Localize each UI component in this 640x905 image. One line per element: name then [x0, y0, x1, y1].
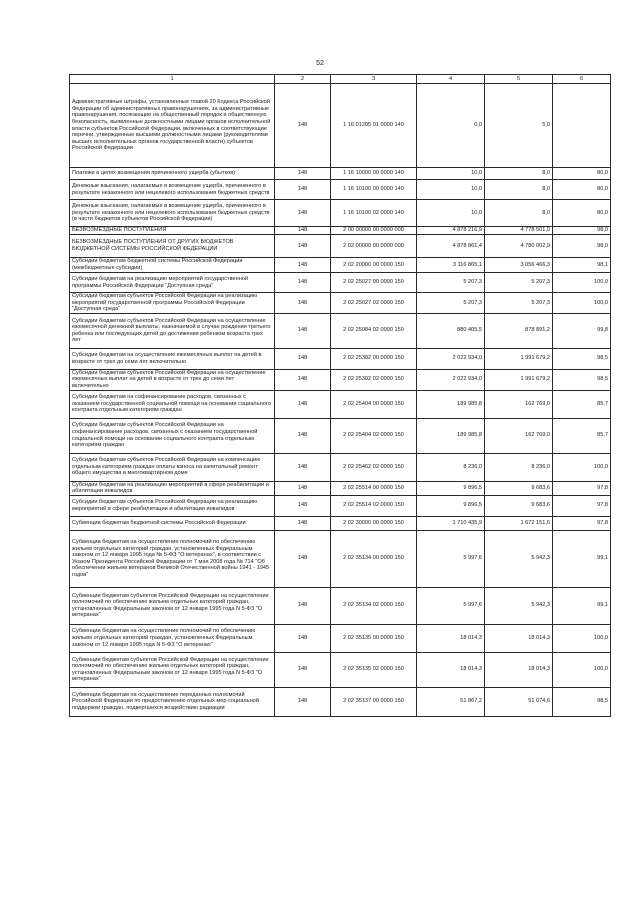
row-planned-amount-cell: 4 878 216,9	[417, 227, 485, 235]
row-admin-code-cell: 148	[275, 180, 331, 200]
table-row	[70, 168, 611, 180]
row-name-cell: Субсидии бюджетам субъектов Российской Федерации на осуществление ежемесячных выплат на детей в возрасте от трех до семи лет включительно	[70, 369, 275, 390]
row-name-cell: Субвенции бюджетам на осуществление переданных полномочий Российской Федерации по предоставлению отдельных мер социальной поддержки граждан, подвергшихся воздействию радиации	[70, 687, 275, 716]
row-name-cell: БЕЗВОЗМЕЗДНЫЕ ПОСТУПЛЕНИЯ	[70, 227, 275, 235]
row-name-cell: Субсидии бюджетам субъектов Российской Федерации на осуществление ежемесячной денежной выплаты, назначаемой в случае рождения третьего ребенка или последующих детей до достижения ребенком возраста трех лет	[70, 313, 275, 348]
column-header: 1	[70, 75, 275, 84]
row-classification-code-cell: 2 02 25514 02 0000 150	[331, 495, 417, 516]
row-executed-amount-cell: 5 207,3	[485, 273, 553, 293]
row-percent-cell: 97,8	[553, 481, 611, 495]
row-executed-amount-cell: 9 683,6	[485, 495, 553, 516]
row-admin-code-cell: 148	[275, 652, 331, 687]
table-row	[70, 687, 611, 716]
row-name-cell: Субсидии бюджетам на реализацию мероприятий государственной программы Российской Федерации "Доступная среда"	[70, 273, 275, 293]
row-admin-code-cell: 148	[275, 313, 331, 348]
row-classification-code-cell: 2 02 35135 00 0000 150	[331, 624, 417, 652]
row-executed-amount-cell: 162 769,0	[485, 418, 553, 453]
row-admin-code-cell: 148	[275, 200, 331, 227]
table-row	[70, 84, 611, 168]
table-row	[70, 530, 611, 587]
row-percent-cell: 80,0	[553, 200, 611, 227]
row-name-cell: БЕЗВОЗМЕЗДНЫЕ ПОСТУПЛЕНИЯ ОТ ДРУГИХ БЮДЖЕТОВ БЮДЖЕТНОЙ СИСТЕМЫ РОССИЙСКОЙ ФЕДЕРАЦИИ	[70, 235, 275, 258]
row-percent-cell: 85,7	[553, 390, 611, 418]
row-classification-code-cell: 2 00 00000 00 0000 000	[331, 227, 417, 235]
row-percent-cell: 98,5	[553, 687, 611, 716]
row-classification-code-cell: 2 02 35134 02 0000 150	[331, 587, 417, 624]
row-admin-code-cell: 148	[275, 390, 331, 418]
row-classification-code-cell: 1 16 10100 02 0000 140	[331, 200, 417, 227]
row-percent-cell: 97,8	[553, 516, 611, 530]
row-name-cell: Субсидии бюджетам на осуществление ежемесячных выплат на детей в возрасте от трех до семи лет включительно	[70, 348, 275, 369]
row-percent-cell: 98,1	[553, 258, 611, 273]
column-header: 4	[417, 75, 485, 84]
row-classification-code-cell: 1 16 10100 00 0000 140	[331, 180, 417, 200]
row-classification-code-cell: 2 02 25027 00 0000 150	[331, 273, 417, 293]
table-row	[70, 293, 611, 314]
row-admin-code-cell: 148	[275, 258, 331, 273]
row-planned-amount-cell: 5 997,6	[417, 587, 485, 624]
row-classification-code-cell: 1 16 10000 00 0000 140	[331, 168, 417, 180]
row-classification-code-cell: 2 02 30000 00 0000 150	[331, 516, 417, 530]
column-header: 5	[485, 75, 553, 84]
row-executed-amount-cell: 5,0	[485, 84, 553, 168]
row-name-cell: Платежи в целях возмещения причиненного ущерба (убытков)	[70, 168, 275, 180]
row-executed-amount-cell: 4 780 002,9	[485, 235, 553, 258]
table-row	[70, 453, 611, 481]
row-classification-code-cell: 2 02 35135 02 0000 150	[331, 652, 417, 687]
page-number: 52	[316, 60, 324, 67]
row-admin-code-cell: 148	[275, 516, 331, 530]
row-admin-code-cell: 148	[275, 481, 331, 495]
table-row	[70, 313, 611, 348]
table-row	[70, 258, 611, 273]
table-row	[70, 369, 611, 390]
row-planned-amount-cell: 8 236,0	[417, 453, 485, 481]
row-admin-code-cell: 148	[275, 227, 331, 235]
row-planned-amount-cell: 51 867,2	[417, 687, 485, 716]
row-planned-amount-cell: 10,0	[417, 180, 485, 200]
row-percent-cell: 100,0	[553, 652, 611, 687]
table-header-row	[70, 75, 611, 84]
row-planned-amount-cell: 189 985,8	[417, 418, 485, 453]
row-name-cell: Денежные взыскания, налагаемые в возмещение ущерба, причиненного в результате незаконного или нецелевого использования бюджетных средств (в части бюджетов субъектов Российской Федерации)	[70, 200, 275, 227]
row-planned-amount-cell: 0,0	[417, 84, 485, 168]
table-row	[70, 200, 611, 227]
row-executed-amount-cell: 878 891,2	[485, 313, 553, 348]
row-planned-amount-cell: 5 997,6	[417, 530, 485, 587]
row-planned-amount-cell: 9 896,5	[417, 481, 485, 495]
row-executed-amount-cell: 1 672 151,6	[485, 516, 553, 530]
row-planned-amount-cell: 1 710 435,9	[417, 516, 485, 530]
row-percent-cell: 98,5	[553, 348, 611, 369]
row-percent-cell: 98,0	[553, 235, 611, 258]
row-executed-amount-cell: 162 769,0	[485, 390, 553, 418]
row-percent-cell	[553, 84, 611, 168]
row-admin-code-cell: 148	[275, 530, 331, 587]
row-executed-amount-cell: 8 236,0	[485, 453, 553, 481]
row-planned-amount-cell: 18 014,3	[417, 624, 485, 652]
row-executed-amount-cell: 5 207,3	[485, 293, 553, 314]
row-planned-amount-cell: 10,0	[417, 168, 485, 180]
row-percent-cell: 99,1	[553, 587, 611, 624]
row-percent-cell: 99,1	[553, 530, 611, 587]
row-executed-amount-cell: 8,0	[485, 180, 553, 200]
row-planned-amount-cell: 2 022 934,0	[417, 369, 485, 390]
table-row	[70, 481, 611, 495]
table-row	[70, 390, 611, 418]
row-name-cell: Субсидии бюджетам субъектов Российской Федерации на компенсацию отдельным категориям граждан оплаты взноса на капитальный ремонт общего имущества в многоквартирном доме	[70, 453, 275, 481]
row-percent-cell: 100,0	[553, 293, 611, 314]
row-executed-amount-cell: 18 014,3	[485, 652, 553, 687]
row-classification-code-cell: 1 16 01205 01 0000 140	[331, 84, 417, 168]
row-admin-code-cell: 148	[275, 369, 331, 390]
row-executed-amount-cell: 18 014,3	[485, 624, 553, 652]
row-classification-code-cell: 2 02 25462 02 0000 150	[331, 453, 417, 481]
row-executed-amount-cell: 3 056 466,3	[485, 258, 553, 273]
row-percent-cell: 80,0	[553, 168, 611, 180]
row-percent-cell: 85,7	[553, 418, 611, 453]
row-name-cell: Субсидии бюджетам субъектов Российской Федерации на реализацию мероприятий государственной программы Российской Федерации "Доступная среда"	[70, 293, 275, 314]
row-admin-code-cell: 148	[275, 495, 331, 516]
table-row	[70, 227, 611, 235]
row-name-cell: Субвенции бюджетам бюджетной системы Российской Федерации	[70, 516, 275, 530]
row-name-cell: Субвенции бюджетам на осуществление полномочий по обеспечению жильем отдельных категорий граждан, установленных Федеральным законом от 12 января 1995 года N 5-ФЗ "О ветеранах"	[70, 624, 275, 652]
table-row	[70, 273, 611, 293]
row-executed-amount-cell: 9 683,6	[485, 481, 553, 495]
column-header: 3	[331, 75, 417, 84]
row-percent-cell: 100,0	[553, 624, 611, 652]
row-planned-amount-cell: 189 985,8	[417, 390, 485, 418]
budget-table	[69, 74, 611, 717]
table-row	[70, 624, 611, 652]
row-admin-code-cell: 148	[275, 687, 331, 716]
row-executed-amount-cell: 8,0	[485, 168, 553, 180]
row-percent-cell: 100,0	[553, 273, 611, 293]
row-percent-cell: 97,8	[553, 495, 611, 516]
row-planned-amount-cell: 3 116 865,1	[417, 258, 485, 273]
row-classification-code-cell: 2 02 25404 02 0000 150	[331, 418, 417, 453]
row-name-cell: Субсидии бюджетам на реализацию мероприятий в сфере реабилитации и абилитации инвалидов	[70, 481, 275, 495]
row-classification-code-cell: 2 02 25404 00 0000 150	[331, 390, 417, 418]
row-classification-code-cell: 2 02 25302 00 0000 150	[331, 348, 417, 369]
row-classification-code-cell: 2 02 35134 00 0000 150	[331, 530, 417, 587]
row-planned-amount-cell: 18 014,3	[417, 652, 485, 687]
column-header: 6	[553, 75, 611, 84]
row-admin-code-cell: 148	[275, 453, 331, 481]
row-planned-amount-cell: 4 878 861,4	[417, 235, 485, 258]
row-admin-code-cell: 148	[275, 418, 331, 453]
row-percent-cell: 80,0	[553, 180, 611, 200]
row-admin-code-cell: 148	[275, 587, 331, 624]
row-classification-code-cell: 2 02 25027 02 0000 150	[331, 293, 417, 314]
table-row	[70, 516, 611, 530]
row-classification-code-cell: 2 02 20000 00 0000 150	[331, 258, 417, 273]
row-admin-code-cell: 148	[275, 84, 331, 168]
table-row	[70, 180, 611, 200]
row-name-cell: Административные штрафы, установленные главой 20 Кодекса Российской Федерации об административных правонарушениях, за административные правонарушения, посягающие на общественный порядок и общественную безопасность, выявленные должностными лицами органов исполнительной власти субъектов Российской Федерации, включенных в соответствующие перечни, утвержденные высшими должностными лицами (руководителями высших исполнительных органов государственной власти) субъектов Российской Федерации	[70, 84, 275, 168]
row-name-cell: Денежные взыскания, налагаемые в возмещение ущерба, причиненного в результате незаконного или нецелевого использования бюджетных средств	[70, 180, 275, 200]
row-name-cell: Субсидии бюджетам субъектов Российской Федерации на софинансирование расходов, связанных с оказанием государственной социальной помощи на основании социального контракта отдельным категориям граждан	[70, 418, 275, 453]
row-name-cell: Субсидии бюджетам на софинансирование расходов, связанных с оказанием государственной социальной помощи на основании социального контракта отдельным категориям граждан	[70, 390, 275, 418]
row-planned-amount-cell: 5 207,3	[417, 273, 485, 293]
row-admin-code-cell: 148	[275, 348, 331, 369]
table-row	[70, 418, 611, 453]
row-percent-cell: 98,5	[553, 369, 611, 390]
row-admin-code-cell: 148	[275, 273, 331, 293]
row-name-cell: Субвенции бюджетам субъектов Российской Федерации на осуществление полномочий по обеспечению жильем отдельных категорий граждан, установленных Федеральным законом от 12 января 1995 года N 5-ФЗ "О ветеранах"	[70, 587, 275, 624]
table-row	[70, 652, 611, 687]
table-row	[70, 348, 611, 369]
row-executed-amount-cell: 4 778 501,0	[485, 227, 553, 235]
row-executed-amount-cell: 1 991 679,2	[485, 348, 553, 369]
row-executed-amount-cell: 5 942,3	[485, 530, 553, 587]
row-planned-amount-cell: 2 022 934,0	[417, 348, 485, 369]
row-executed-amount-cell: 5 942,3	[485, 587, 553, 624]
row-classification-code-cell: 2 02 25084 02 0000 150	[331, 313, 417, 348]
row-classification-code-cell: 2 02 25514 00 0000 150	[331, 481, 417, 495]
row-classification-code-cell: 2 02 35137 00 0000 150	[331, 687, 417, 716]
row-executed-amount-cell: 1 991 679,2	[485, 369, 553, 390]
row-percent-cell: 100,0	[553, 453, 611, 481]
row-name-cell: Субвенции бюджетам на осуществление полномочий по обеспечению жильем отдельных категорий граждан, установленных Федеральным законом от 12 января 1995 года № 5-ФЗ "О ветеранах", в соответствии с Указом Президента Российской Федерации от 7 мая 2008 года № 714 "Об обеспечении жильем ветеранов Великой Отечественной войны 1941 - 1945 годов"	[70, 530, 275, 587]
row-admin-code-cell: 148	[275, 168, 331, 180]
row-percent-cell: 98,0	[553, 227, 611, 235]
row-admin-code-cell: 148	[275, 293, 331, 314]
row-planned-amount-cell: 5 207,3	[417, 293, 485, 314]
row-admin-code-cell: 148	[275, 624, 331, 652]
table-row	[70, 495, 611, 516]
row-classification-code-cell: 2 02 00000 00 0000 000	[331, 235, 417, 258]
row-planned-amount-cell: 10,0	[417, 200, 485, 227]
row-percent-cell: 99,8	[553, 313, 611, 348]
column-header: 2	[275, 75, 331, 84]
row-name-cell: Субвенции бюджетам субъектов Российской Федерации на осуществление полномочий по обеспечению жильем отдельных категорий граждан, установленных Федеральным законом от 12 января 1995 года N 5-ФЗ "О ветеранах"	[70, 652, 275, 687]
row-executed-amount-cell: 8,0	[485, 200, 553, 227]
table-row	[70, 587, 611, 624]
row-executed-amount-cell: 51 074,6	[485, 687, 553, 716]
table-row	[70, 235, 611, 258]
row-name-cell: Субсидии бюджетам бюджетной системы Российской Федерации (межбюджетные субсидии)	[70, 258, 275, 273]
row-admin-code-cell: 148	[275, 235, 331, 258]
row-planned-amount-cell: 9 896,5	[417, 495, 485, 516]
row-planned-amount-cell: 880 405,5	[417, 313, 485, 348]
row-name-cell: Субсидии бюджетам субъектов Российской Федерации на реализацию мероприятий в сфере реабилитации и абилитации инвалидов	[70, 495, 275, 516]
row-classification-code-cell: 2 02 25302 02 0000 150	[331, 369, 417, 390]
